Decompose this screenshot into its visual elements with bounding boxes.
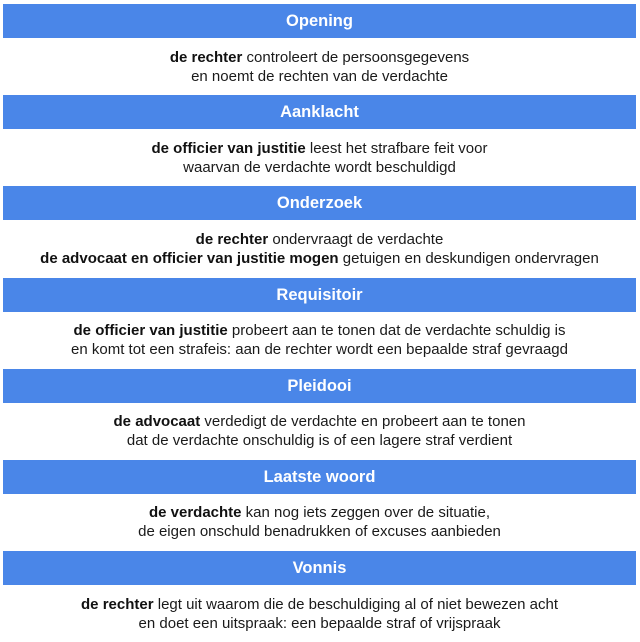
section-title: Aanklacht [3, 95, 636, 129]
description-text: de eigen onschuld benadrukken of excuses aanbieden [138, 523, 501, 541]
section-description [3, 494, 636, 551]
description-line [71, 340, 568, 359]
description-text: dat de verdachte onschuldig is of een lagere straf verdient [126, 432, 513, 450]
section-onderzoek [3, 186, 636, 277]
section-title: Requisitoir [3, 278, 636, 312]
description-text: kan nog iets zeggen over de situatie, [241, 504, 491, 522]
actor-label: de verdachte [148, 504, 242, 522]
description-line [81, 595, 558, 614]
description-text: leest het strafbare feit voor [305, 139, 488, 157]
description-line [191, 67, 448, 86]
section-description [3, 38, 636, 95]
description-text: probeert aan te tonen dat de verdachte schuldig is [227, 322, 566, 340]
section-title: Pleidooi [3, 369, 636, 403]
description-text: en komt tot een strafeis: aan de rechter wordt een bepaalde straf gevraagd [71, 341, 568, 359]
section-title: Opening [3, 4, 636, 38]
actor-label: de rechter [195, 230, 269, 248]
description-line [139, 614, 501, 633]
description-line [40, 249, 599, 268]
actor-label: de advocaat [113, 413, 201, 431]
actor-label: de advocaat en officier van justitie mogen [40, 249, 339, 267]
section-description [3, 129, 636, 186]
section-description [3, 403, 636, 460]
description-line [74, 321, 566, 340]
section-pleidooi [3, 369, 636, 460]
description-line [138, 522, 501, 541]
description-text: controleert de persoonsgegevens [242, 48, 470, 66]
actor-label: de rechter [169, 48, 243, 66]
description-text: ondervraagt de verdachte [268, 230, 444, 248]
section-requisitoir [3, 278, 636, 369]
actor-label: de officier van justitie [151, 139, 306, 157]
section-laatste-woord [3, 460, 636, 551]
description-text: legt uit waarom die de beschuldiging al of niet bewezen acht [153, 595, 558, 613]
description-line [152, 139, 488, 158]
section-description [3, 585, 636, 642]
section-title: Vonnis [3, 551, 636, 585]
section-description [3, 220, 636, 277]
description-text: en doet een uitspraak: een bepaalde straf of vrijspraak [138, 614, 501, 632]
section-opening [3, 4, 636, 95]
description-line [127, 431, 512, 450]
court-procedure-table [3, 4, 636, 642]
section-title: Laatste woord [3, 460, 636, 494]
section-vonnis [3, 551, 636, 642]
description-line [114, 412, 526, 431]
description-text: waarvan de verdachte wordt beschuldigd [183, 158, 456, 176]
description-text: verdedigt de verdachte en probeert aan te tonen [200, 413, 526, 431]
description-line [149, 503, 490, 522]
description-line [170, 48, 469, 67]
section-title: Onderzoek [3, 186, 636, 220]
description-line [183, 158, 456, 177]
section-aanklacht [3, 95, 636, 186]
description-text: en noemt de rechten van de verdachte [191, 67, 448, 85]
section-description [3, 312, 636, 369]
actor-label: de rechter [81, 595, 154, 613]
description-text: getuigen en deskundigen ondervragen [338, 249, 599, 267]
description-line [196, 230, 444, 249]
actor-label: de officier van justitie [73, 322, 228, 340]
